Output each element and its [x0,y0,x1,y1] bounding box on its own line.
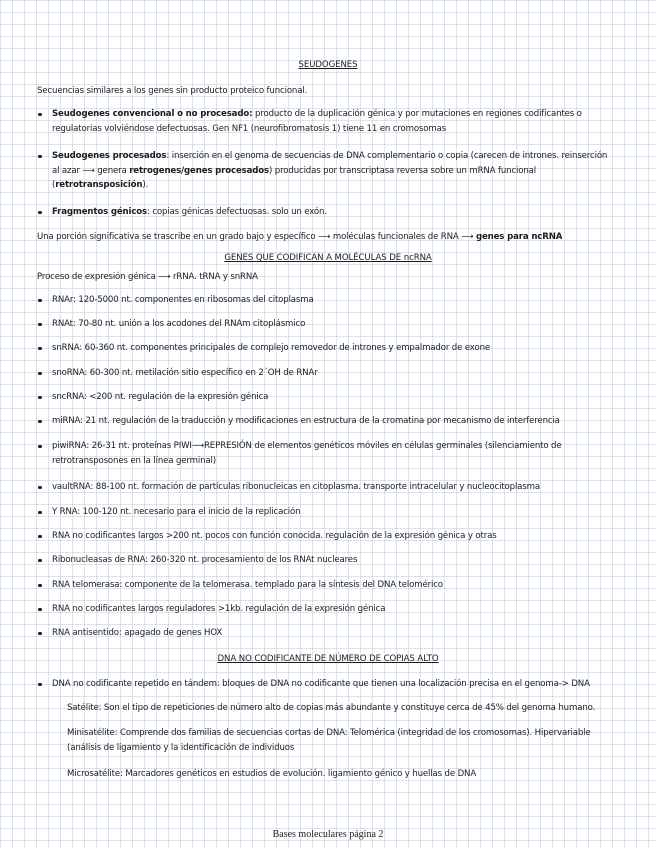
bullet-text: : inserción en el genoma de secuencias de DNA complementario o copia (carecen de intrones. reinserción al azar ⟶ genera [52,151,608,176]
bullet-bold-term: retrogenes/genes procesados [129,165,269,176]
section-title-genes-ncrna: GENES QUE CODIFICAN A MOLÉCULAS DE ncRNA [224,253,432,263]
minisatelite-paragraph: Minisatélite: Comprende dos familias de secuencias cortas de DNA: Telomérica (integridad de los cromosomas). Hipervariable (análisis de ligamiento y la identificación de individuos [67,728,591,753]
bullet-text: : copias génicas defectuosas. solo un exón. [147,207,327,217]
page-footer: Bases moleculares página 2 [272,829,384,840]
list-item: snoRNA: 60-300 nt. metilación sitio específico en 2´OH de RNAr [52,366,612,381]
list-item: miRNA: 21 nt. regulación de la traducción y modificaciones en estructura de la cromatina por mecanismo de interferencia [52,414,612,429]
bullet-seudogenes-procesados [52,149,612,193]
process-paragraph: Proceso de expresión génica ⟶ rRNA. tRNA y snRNA [37,272,258,282]
ncrna-paragraph [37,230,627,245]
paragraph-bold-term: genes para ncRNA [475,232,563,242]
bullet-seudogenes-convencional [52,107,612,136]
bullet-bold-term: retrotransposición [55,180,143,190]
bullet-heading: Seudogenes procesados [52,151,167,161]
bullet-text: producto de la duplicación génica y por mutaciones en regiones codificantes o regulatorias volviéndose defectuosas. Gen NF1 (neurofibromatosis 1) tiene 11 en cromosomas [52,109,582,134]
paragraph-text: Una porción significativa se trascribe en un grado bajo y específico ⟶ moléculas funcionales de RNA ⟶ [37,232,476,242]
list-item: RNAr: 120-5000 nt. componentes en ribosomas del citoplasma [52,293,612,308]
list-item: RNA no codificantes largos >200 nt. pocos con función conocida. regulación de la expresión génica y otras [52,529,612,544]
bullet-text: ). [142,180,149,190]
list-item: piwiRNA: 26-31 nt. proteínas PIWI⟶REPRESIÓN de elementos genéticos móviles en células germinales (silenciamiento de retrotransposones en la línea germinal) [52,439,612,468]
bullet-fragmentos-genicos [52,205,612,220]
list-item: Y RNA: 100-120 nt. necesario para el inicio de la replicación [52,505,612,520]
bullet-text: ) producidas por transcriptasa reversa sobre un mRNA funcional ( [52,165,537,190]
microsatelite-paragraph: Microsatélite: Marcadores genéticos en estudios de evolución. ligamiento génico y huellas de DNA [67,769,477,779]
list-item: Ribonucleasas de RNA: 260-320 nt. procesamiento de los RNAt nucleares [52,553,612,568]
list-item: RNA antisentido: apagado de genes HOX [52,626,612,641]
satelite-paragraph: Satélite: Son el tipo de repeticiones de número alto de copias más abundante y constituye cerca de 45% del genoma humano. [67,703,596,713]
bullet-heading: Fragmentos génicos [52,207,147,217]
list-item: RNAt: 70-80 nt. unión a los acodones del RNAm citoplásmico [52,317,612,332]
bullet-heading: Seudogenes convencional o no procesado: [52,109,253,119]
list-item: RNA no codificantes largos reguladores >1kb. regulación de la expresión génica [52,602,612,617]
list-item: sncRNA: <200 nt. regulación de la expresión génica [52,390,612,405]
list-item: snRNA: 60-360 nt. componentes principales de complejo removedor de intrones y empalmador de exone [52,341,612,356]
list-item: vaultRNA: 88-100 nt. formación de partículas ribonucleicas en citoplasma. transporte intracelular y nucleocitoplasma [52,480,612,495]
section-title-seudogenes: SEUDOGENES [298,60,358,70]
bullet-dna-tandem: DNA no codificante repetido en tándem: bloques de DNA no codificante que tienen una localización precisa en el genoma-> DNA [52,677,612,692]
intro-paragraph: Secuencias similares a los genes sin producto proteico funcional. [37,86,308,96]
section-title-dna-no-codificante: DNA NO CODIFICANTE DE NÚMERO DE COPIAS ALTO [217,654,439,664]
list-item: RNA telomerasa: componente de la telomerasa. templado para la síntesis del DNA telomérico [52,578,612,593]
